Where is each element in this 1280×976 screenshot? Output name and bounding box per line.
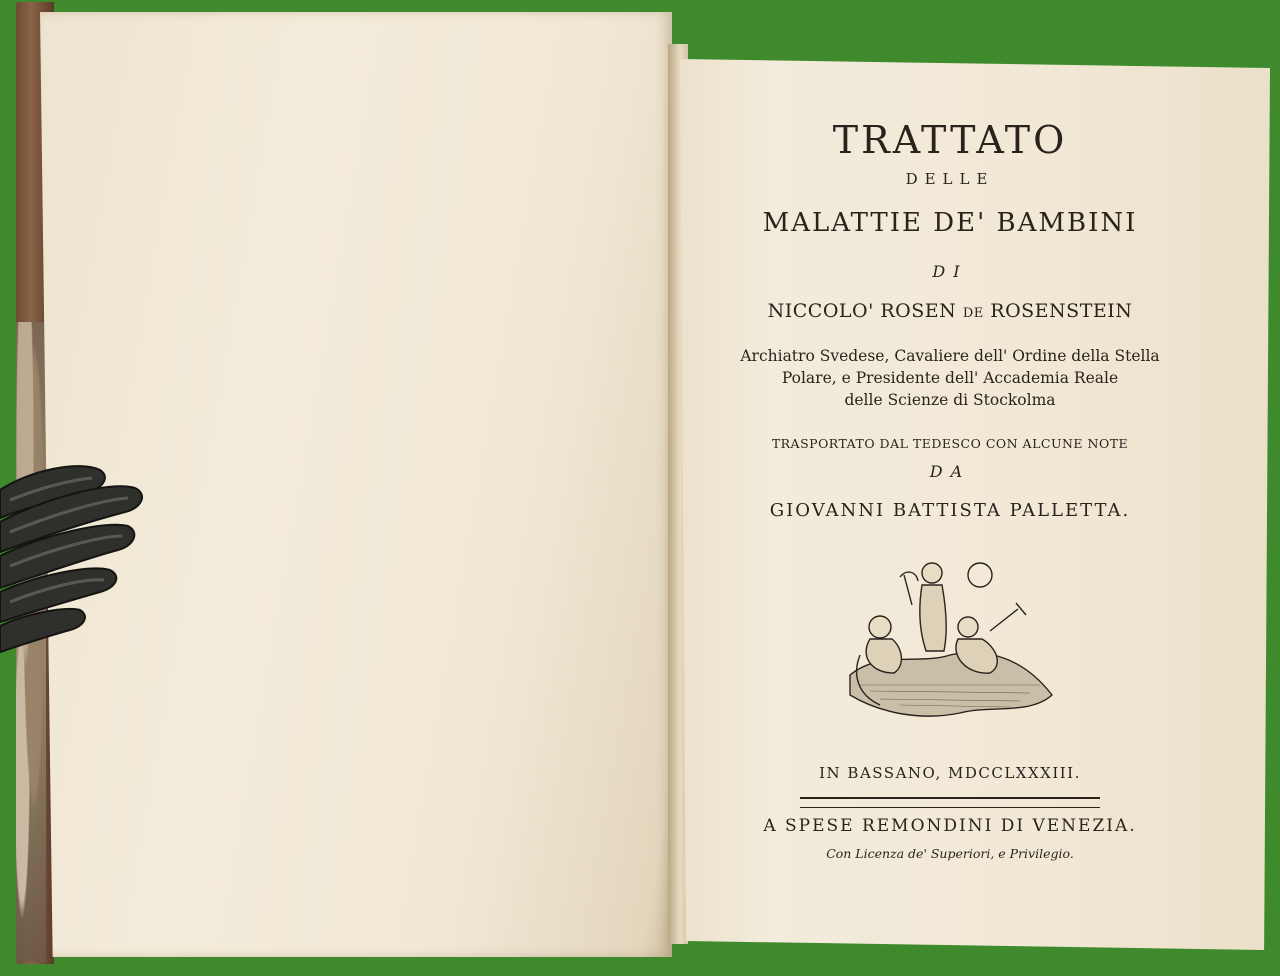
title-connector-delle: DELLE — [905, 170, 995, 188]
author-last-name: ROSENSTEIN — [990, 300, 1133, 322]
author-description — [690, 345, 1210, 411]
book-title: TRATTATO — [832, 118, 1068, 162]
decorative-rule — [800, 797, 1100, 808]
engraved-vignette — [840, 555, 1060, 725]
page-holder-hand — [0, 460, 150, 660]
author-description-line-3: delle Scienze di Stockolma — [844, 391, 1056, 409]
publisher-line: A SPESE REMONDINI DI VENEZIA. — [763, 816, 1137, 836]
title-connector-di: DI — [932, 262, 968, 281]
author-description-line-1: Archiatro Svedese, Cavaliere dell' Ordine della Stella — [740, 347, 1160, 365]
author-particle: DE — [962, 306, 984, 321]
title-connector-da: DA — [929, 462, 971, 481]
imprint-place-date: IN BASSANO, MDCCLXXXIII. — [819, 764, 1081, 782]
author-first-name: NICCOLO' ROSEN — [767, 300, 957, 322]
author-description-line-2: Polare, e Presidente dell' Accademia Reale — [781, 369, 1119, 387]
book-subtitle: MALATTIE DE' BAMBINI — [762, 208, 1138, 238]
translator-name: GIOVANNI BATTISTA PALLETTA. — [769, 500, 1131, 521]
license-line: Con Licenza de' Superiori, e Privilegio. — [826, 846, 1074, 861]
author-line — [690, 300, 1210, 322]
translation-note: TRASPORTATO DAL TEDESCO CON ALCUNE NOTE — [771, 436, 1129, 451]
